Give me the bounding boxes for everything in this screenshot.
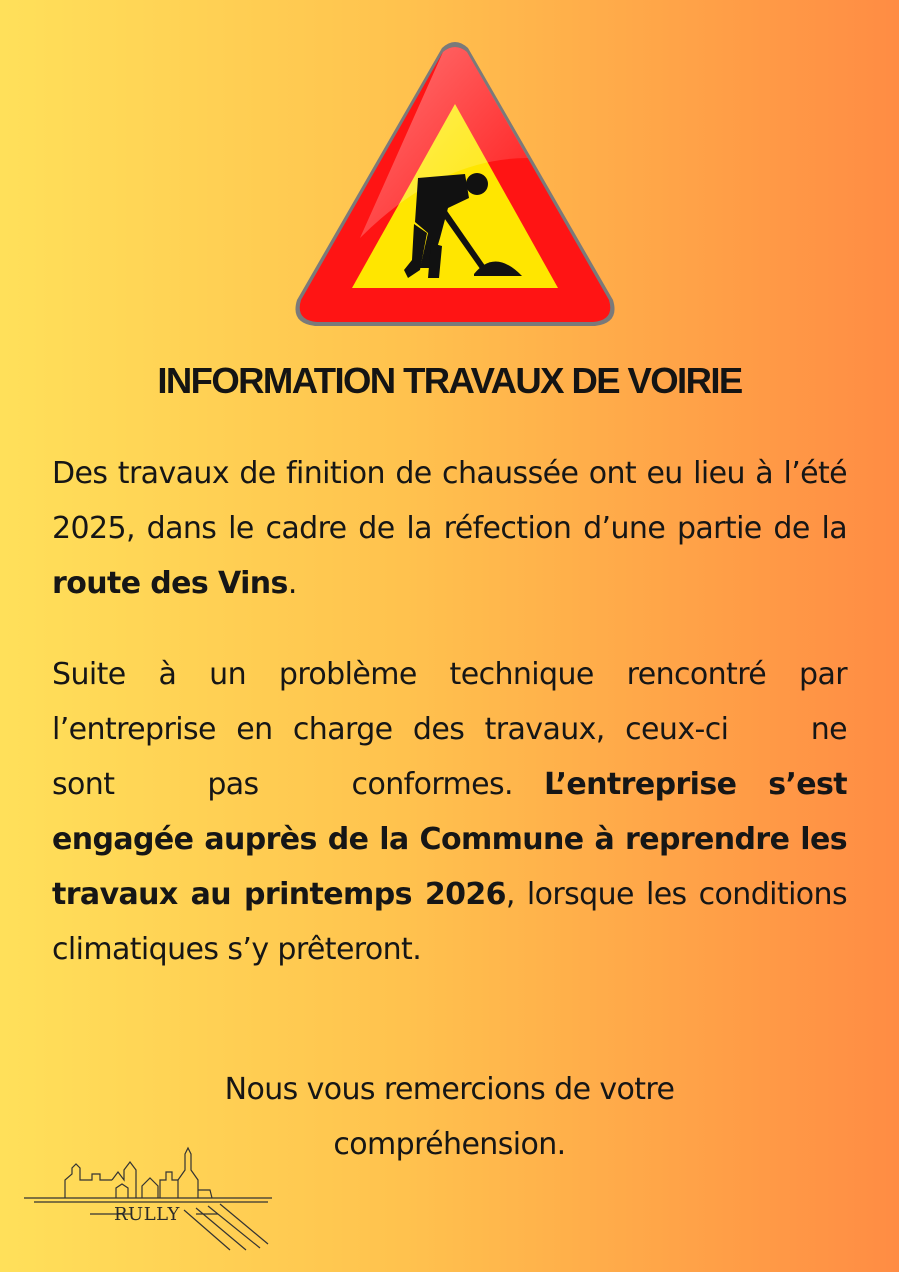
paragraph2-rest: , lorsque les conditions climatiques s’y prêteront.: [52, 877, 847, 967]
paragraph1-line3-start: réfection d’une partie de la: [443, 511, 848, 546]
paragraph1-line3-end: .: [287, 566, 297, 601]
paragraph2-line1: Suite à un problème technique rencontré: [52, 657, 767, 692]
paragraph1-line1: Des travaux de finition de chaussée ont eu: [52, 456, 683, 491]
thanks-line1: Nous vous remercions de votre: [224, 1072, 675, 1107]
thanks-line2: compréhension.: [333, 1127, 566, 1162]
page-title: INFORMATION TRAVAUX DE VOIRIE: [157, 360, 742, 401]
road-works-sign-icon: [290, 38, 620, 330]
paragraph1-road-name: route des Vins: [52, 566, 288, 601]
logo-text: RULLY: [114, 1204, 180, 1225]
paragraph2-line3: ceux-ci ne sont pas conformes.: [52, 712, 847, 802]
paragraph-technical-problem: [52, 647, 847, 977]
paragraph1-line2: lieu à l’été 2025, dans le cadre de la: [52, 456, 848, 546]
paragraph2-line2: par l’entreprise en charge des travaux,: [52, 657, 847, 747]
rully-village-logo-icon: [20, 1140, 280, 1252]
paragraph2-commitment: L’entreprise s’est engagée auprès de la Commune à reprendre les travaux au printemps 2026: [52, 767, 848, 912]
paragraph-road-works: [52, 446, 847, 611]
